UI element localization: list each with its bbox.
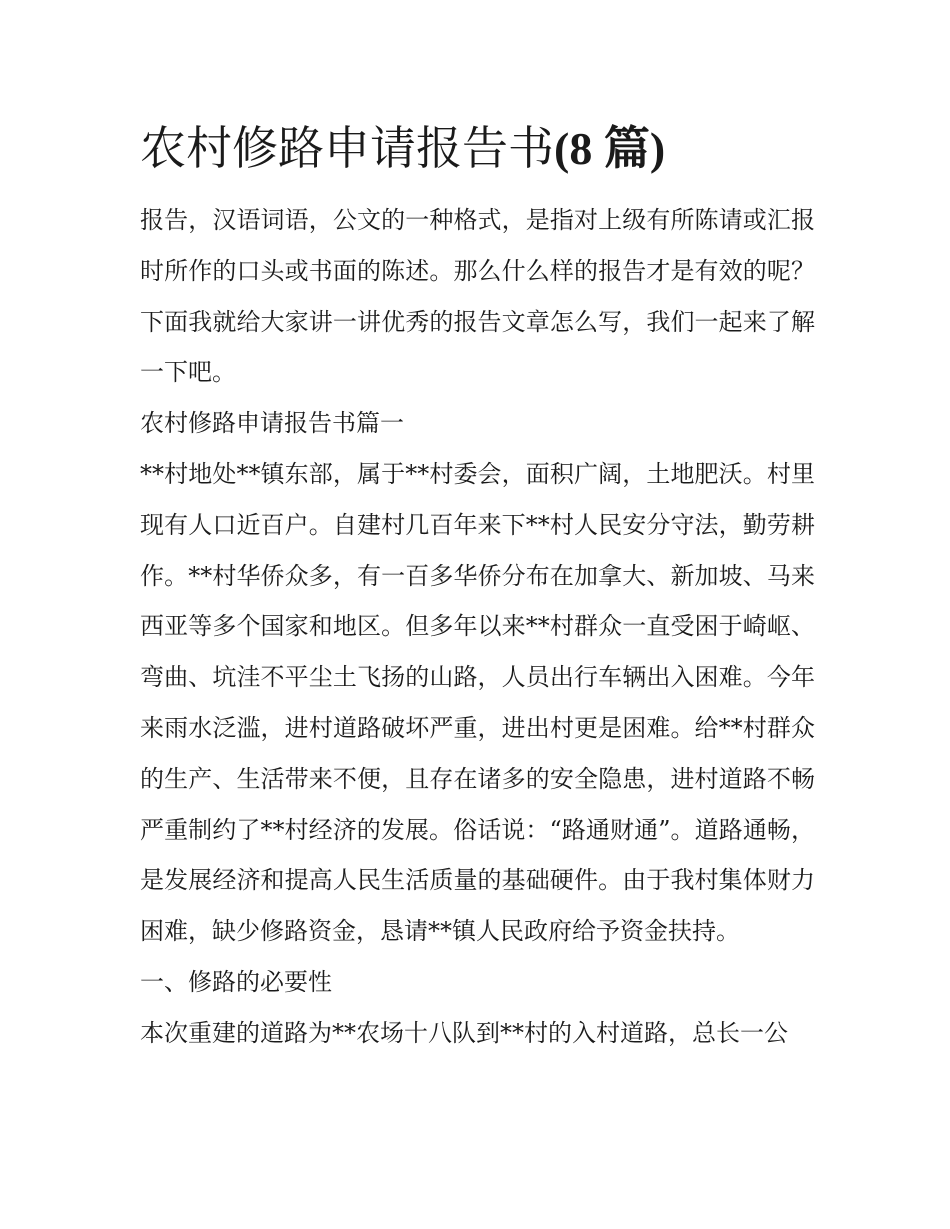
document-title <box>140 112 815 185</box>
document-page <box>140 112 815 1059</box>
body-paragraph: **村地处**镇东部，属于**村委会，面积广阔，土地肥沃。村里现有人口近百户。自建村几百年来下**村人民安分守法，勤劳耕作。**村华侨众多，有一百多华侨分布在加拿大、新加坡、马来西亚等多个国家和地区。但多年以来**村群众一直受困于崎岖、弯曲、坑洼不平尘土飞扬的山路，人员出行车辆出入困难。今年来雨水泛滥，进村道路破坏严重，进出村更是困难。给**村群众的生产、生活带来不便，且存在诸多的安全隐患，进村道路不畅严重制约了**村经济的发展。俗话说：“路通财通”。道路通畅，是发展经济和提高人民生活质量的基础硬件。由于我村集体财力困难，缺少修路资金，恳请**镇人民政府给予资金扶持。 <box>140 459 815 946</box>
section-title: 农村修路申请报告书篇一 <box>140 409 404 438</box>
document-title-text: 农村修路申请报告书 <box>140 121 554 175</box>
subheading: 一、修路的必要性 <box>140 967 332 996</box>
last-paragraph: 本次重建的道路为**农场十八队到**村的入村道路，总长一公 <box>140 1018 788 1047</box>
intro-paragraph: 报告，汉语词语，公文的一种格式，是指对上级有所陈请或汇报时所作的口头或书面的陈述。那么什么样的报告才是有效的呢？下面我就给大家讲一讲优秀的报告文章怎么写，我们一起来了解一下吧。 <box>140 206 815 387</box>
document-title-count: (8 篇) <box>554 123 666 174</box>
